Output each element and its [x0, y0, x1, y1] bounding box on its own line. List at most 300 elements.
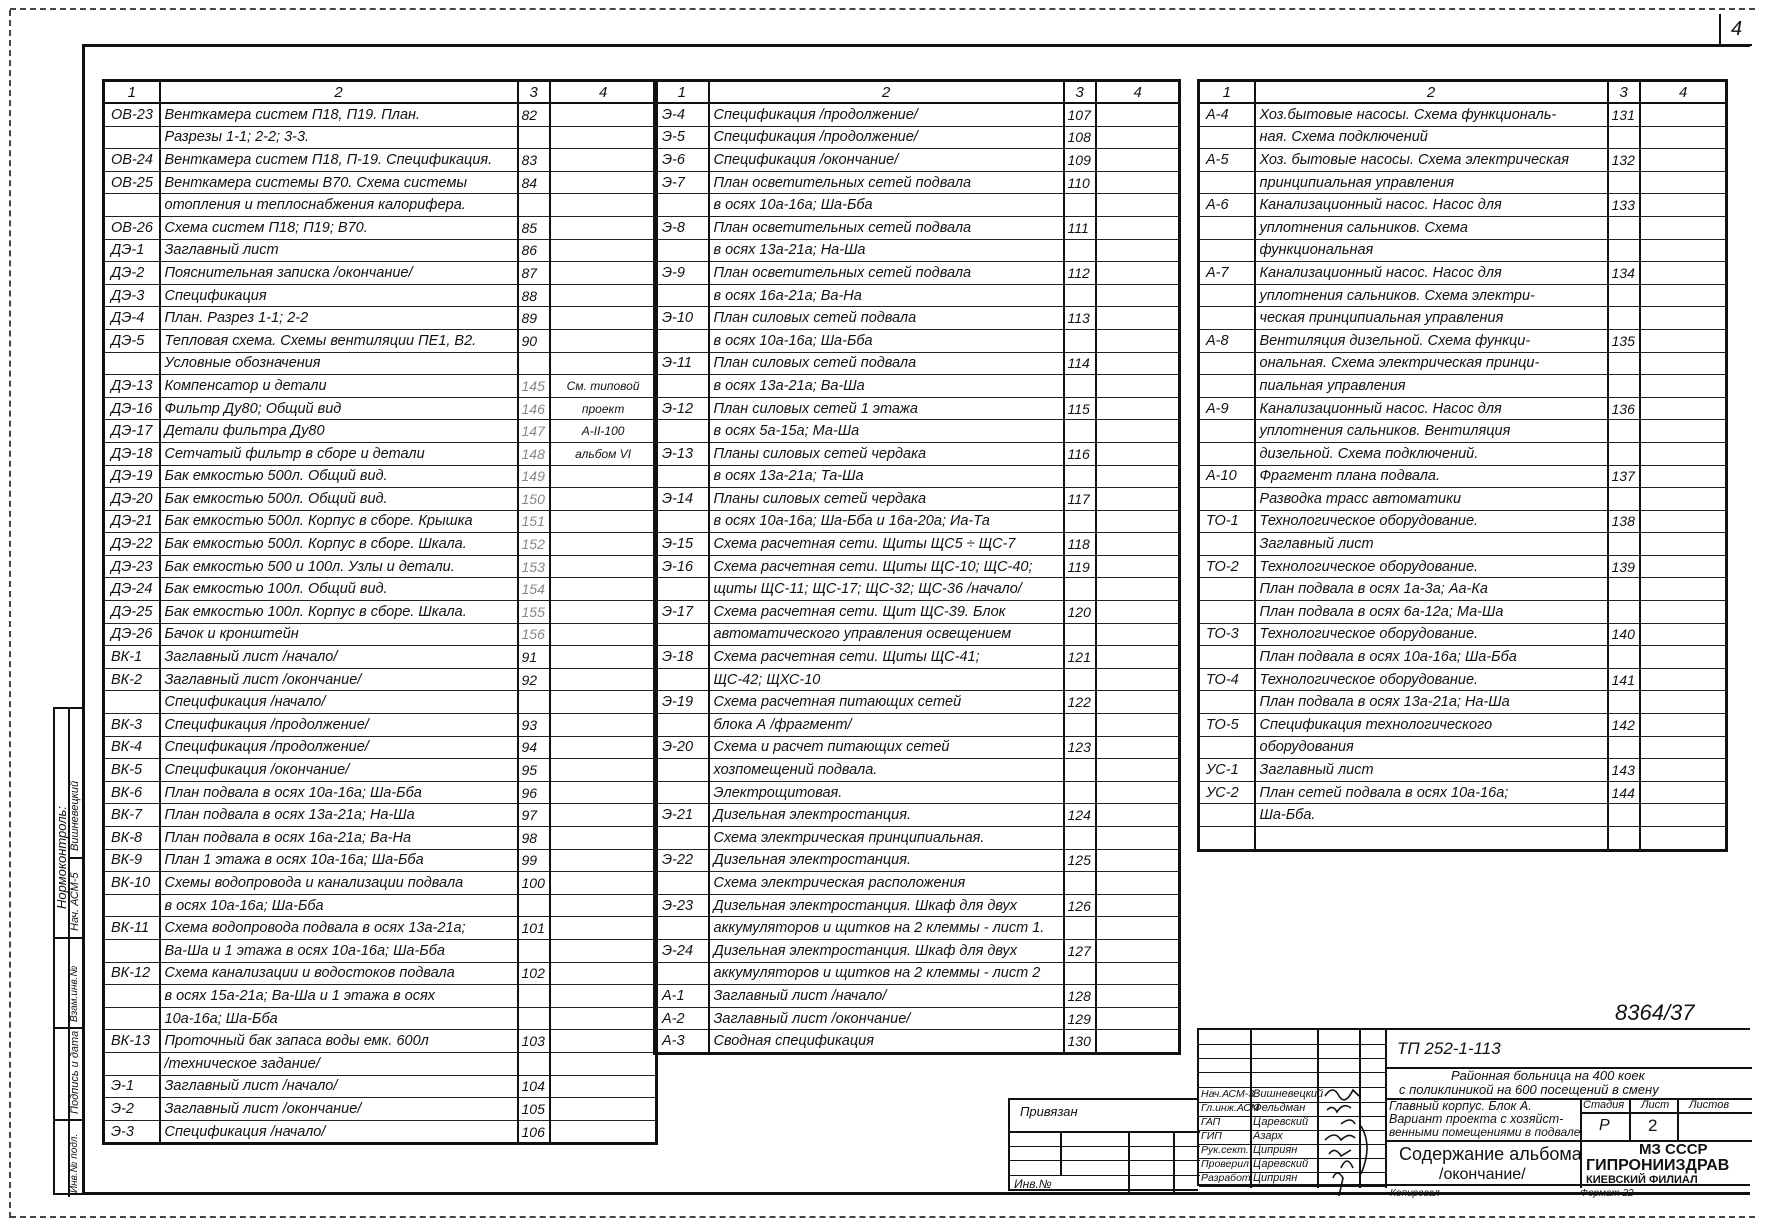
- page-number-cell: [1064, 510, 1096, 533]
- note: [1640, 126, 1727, 149]
- staff-name: Циприян: [1253, 1144, 1298, 1156]
- sheet-title: щиты ЩС-11; ЩС-17; ЩС-32; ЩС-36 /начало/: [709, 578, 1064, 601]
- note: [550, 284, 657, 307]
- note: [550, 894, 657, 917]
- page-number-cell: [1064, 714, 1096, 737]
- sheet-title: Схемы водопровода и канализации подвала: [160, 872, 518, 895]
- sheet-title: Схема расчетная сети. Щит ЩС-39. Блок: [709, 601, 1064, 624]
- page-number-cell: 108: [1064, 126, 1096, 149]
- note: [1640, 736, 1727, 759]
- page-number-cell: 113: [1064, 307, 1096, 330]
- table-row: [1199, 262, 1727, 285]
- page-number-cell: 136: [1608, 397, 1640, 420]
- sheet-code: А-10: [1199, 465, 1255, 488]
- table-row: [1199, 578, 1727, 601]
- sheet-code: [1199, 533, 1255, 556]
- table-row: [104, 578, 657, 601]
- table-row: [1199, 171, 1727, 194]
- sheet-title: Планы силовых сетей чердака: [709, 442, 1064, 465]
- table-row: [1199, 510, 1727, 533]
- sheet-title: Спецификация /начало/: [160, 1120, 518, 1144]
- archive-number: 8364/37: [1615, 1000, 1695, 1025]
- sheet-title: Спецификация /продолжение/: [160, 714, 518, 737]
- sheet-title: в осях 10а-16а; Ша-Бба и 16а-20а; Иа-Та: [709, 510, 1064, 533]
- note: [550, 1007, 657, 1030]
- page-number-cell: 95: [518, 759, 550, 782]
- page-number-cell: 154: [518, 578, 550, 601]
- normcontrol-role: Нач. АСМ-5: [69, 872, 81, 931]
- sheet-code: [104, 194, 160, 217]
- sheet-title: блока А /фрагмент/: [709, 714, 1064, 737]
- note: [1096, 397, 1180, 420]
- sheet-title: ональная. Схема электрическая принци-: [1255, 352, 1608, 375]
- sheet-code: [1199, 646, 1255, 669]
- table-row: [104, 555, 657, 578]
- page-number-cell: 116: [1064, 442, 1096, 465]
- sheet-title: Заглавный лист: [1255, 759, 1608, 782]
- sheet-title: Спецификация /продолжение/: [709, 126, 1064, 149]
- note: [1640, 465, 1727, 488]
- note: [1096, 329, 1180, 352]
- page-number-cell: [1064, 465, 1096, 488]
- page-number-cell: 91: [518, 646, 550, 669]
- note: [1096, 646, 1180, 669]
- sheet-title: хозпомещений подвала.: [709, 759, 1064, 782]
- table-row: [655, 375, 1180, 398]
- note: [1640, 284, 1727, 307]
- sheet-code: [1199, 804, 1255, 827]
- sheet-title: Хоз.бытовые насосы. Схема функциональ-: [1255, 103, 1608, 126]
- sheet-title: Технологическое оборудование.: [1255, 668, 1608, 691]
- sheet-code: [655, 759, 709, 782]
- sheet-title: План подвала в осях 1а-3а; Аа-Ка: [1255, 578, 1608, 601]
- sheet-code: [1199, 442, 1255, 465]
- sheet-title: Бак емкостью 100л. Общий вид.: [160, 578, 518, 601]
- sheet-title: Венткамера системы В70. Схема системы: [160, 171, 518, 194]
- page-number-cell: [1608, 239, 1640, 262]
- sheet-title: Ва-Ша и 1 этажа в осях 10а-16а; Ша-Бба: [160, 939, 518, 962]
- sheet-title: отопления и теплоснабжения калорифера.: [160, 194, 518, 217]
- note: [1640, 533, 1727, 556]
- table-row: [104, 262, 657, 285]
- table-row: [104, 827, 657, 850]
- table-row: [104, 510, 657, 533]
- page-number-cell: 139: [1608, 555, 1640, 578]
- sheet-code: [104, 1052, 160, 1075]
- table-row: [1199, 691, 1727, 714]
- table-row: [104, 1052, 657, 1075]
- sheet-code: Э-10: [655, 307, 709, 330]
- sheet-code: ДЭ-5: [104, 329, 160, 352]
- signatures: [1321, 1086, 1381, 1196]
- sheet-code: Э-11: [655, 352, 709, 375]
- sheet-code: [1199, 601, 1255, 624]
- page-number-cell: [518, 194, 550, 217]
- page-number-cell: 137: [1608, 465, 1640, 488]
- table-row: [1199, 239, 1727, 262]
- note: [1096, 736, 1180, 759]
- sheet-title: Пояснительная записка /окончание/: [160, 262, 518, 285]
- note: [1096, 510, 1180, 533]
- note: проект: [550, 397, 657, 420]
- note: [550, 623, 657, 646]
- sheet-title: План сетей подвала в осях 10а-16а;: [1255, 781, 1608, 804]
- table-row: [1199, 465, 1727, 488]
- note: [1096, 442, 1180, 465]
- note: [1640, 646, 1727, 669]
- note: [550, 646, 657, 669]
- page-number-cell: [1064, 962, 1096, 985]
- table-row: [1199, 488, 1727, 511]
- page-number-cell: [1064, 420, 1096, 443]
- sheet-title: Ша-Бба.: [1255, 804, 1608, 827]
- note: [550, 962, 657, 985]
- page-number-cell: 90: [518, 329, 550, 352]
- note: [550, 827, 657, 850]
- sheet-title: Заглавный лист /начало/: [709, 985, 1064, 1008]
- table-row: [1199, 397, 1727, 420]
- table-row: [1199, 216, 1727, 239]
- sheet-title: Заглавный лист: [160, 239, 518, 262]
- note: [1640, 668, 1727, 691]
- table-row: [655, 262, 1180, 285]
- note: [1096, 1007, 1180, 1030]
- sheet-title: ЩС-42; ЩХС-10: [709, 668, 1064, 691]
- page-number-cell: 128: [1064, 985, 1096, 1008]
- table-row: [104, 985, 657, 1008]
- table-row: [104, 465, 657, 488]
- page-number-cell: 86: [518, 239, 550, 262]
- page-number-cell: 112: [1064, 262, 1096, 285]
- note: [1096, 668, 1180, 691]
- sheet-code: Э-22: [655, 849, 709, 872]
- note: [1096, 872, 1180, 895]
- project-name-line1: Районная больница на 400 коек: [1451, 1068, 1645, 1083]
- page-number-cell: 125: [1064, 849, 1096, 872]
- staff-role: Нач.АСМ-3: [1201, 1088, 1255, 1100]
- table-row: [104, 216, 657, 239]
- table-row: [1199, 533, 1727, 556]
- note: [1096, 827, 1180, 850]
- sheet-code: А-5: [1199, 149, 1255, 172]
- sheet-title: уплотнения сальников. Вентиляция: [1255, 420, 1608, 443]
- sheet-title: Схема канализации и водостоков подвала: [160, 962, 518, 985]
- sheet-code: [655, 962, 709, 985]
- sheet-code: ДЭ-4: [104, 307, 160, 330]
- sheet-code: [104, 985, 160, 1008]
- sheet-code: ТО-3: [1199, 623, 1255, 646]
- sheet-code: [104, 352, 160, 375]
- sheet-title: в осях 15а-21а; Ва-Ша и 1 этажа в осях: [160, 985, 518, 1008]
- table-row: [104, 488, 657, 511]
- sheet-title: План осветительных сетей подвала: [709, 216, 1064, 239]
- sheet-title: в осях 5а-15а; Ма-Ша: [709, 420, 1064, 443]
- sheet-title: /техническое задание/: [160, 1052, 518, 1075]
- building-line2: Вариант проекта с хозяйст-: [1389, 1112, 1564, 1126]
- sheet-code: ОВ-23: [104, 103, 160, 126]
- sheet-title: План силовых сетей подвала: [709, 307, 1064, 330]
- sheet-title: Технологическое оборудование.: [1255, 510, 1608, 533]
- page-number-cell: 140: [1608, 623, 1640, 646]
- cut-line-left: [9, 10, 11, 1218]
- page-number-cell: [1608, 420, 1640, 443]
- sheet-code: Э-7: [655, 171, 709, 194]
- table-row: [655, 917, 1180, 940]
- sheet-code: [655, 465, 709, 488]
- table-row: [655, 1007, 1180, 1030]
- note: [1096, 533, 1180, 556]
- sheet-title: Электрощитовая.: [709, 781, 1064, 804]
- page-number-cell: 124: [1064, 804, 1096, 827]
- page-number-cell: [1064, 375, 1096, 398]
- page-number-cell: 150: [518, 488, 550, 511]
- sheet-title: принципиальная управления: [1255, 171, 1608, 194]
- sheet-code: [655, 917, 709, 940]
- sheet-title: План осветительных сетей подвала: [709, 262, 1064, 285]
- sheet-code: ДЭ-1: [104, 239, 160, 262]
- page-number-cell: [518, 939, 550, 962]
- sheet-code: ВК-4: [104, 736, 160, 759]
- sheet-title: Сводная спецификация: [709, 1030, 1064, 1054]
- note: [1640, 601, 1727, 624]
- sheet-code: ВК-13: [104, 1030, 160, 1053]
- note: [550, 872, 657, 895]
- note: [550, 171, 657, 194]
- sheet-code: [1199, 216, 1255, 239]
- table-row: [1199, 827, 1727, 851]
- note: [1640, 781, 1727, 804]
- table-row: [655, 714, 1180, 737]
- sheet-title: Спецификация /продолжение/: [160, 736, 518, 759]
- table-row: [1199, 149, 1727, 172]
- sheet-code: Э-5: [655, 126, 709, 149]
- sheet-code: [104, 1007, 160, 1030]
- page-number-cell: 121: [1064, 646, 1096, 669]
- note: [1096, 555, 1180, 578]
- sheet-code: [1199, 239, 1255, 262]
- note: [1640, 171, 1727, 194]
- page-number-cell: 96: [518, 781, 550, 804]
- table-row: [104, 1075, 657, 1098]
- table-row: [655, 691, 1180, 714]
- sheet-title: Венткамера систем П18, П-19. Спецификация.: [160, 149, 518, 172]
- sheet-code: [655, 827, 709, 850]
- note: [1096, 126, 1180, 149]
- page-number-cell: 94: [518, 736, 550, 759]
- table-row: [104, 759, 657, 782]
- cut-line-bottom: [10, 1216, 1755, 1218]
- note: [550, 149, 657, 172]
- page-number-cell: [1608, 804, 1640, 827]
- table-row: [655, 488, 1180, 511]
- sheet-title: Спецификация /начало/: [160, 691, 518, 714]
- sheet-title: Бак емкостью 500л. Корпус в сборе. Крышка: [160, 510, 518, 533]
- page-number-cell: 147: [518, 420, 550, 443]
- page-number-cell: [1064, 239, 1096, 262]
- note: [550, 985, 657, 1008]
- sheet-title: Спецификация /окончание/: [709, 149, 1064, 172]
- note: [1640, 194, 1727, 217]
- table-row: [104, 420, 657, 443]
- note: [1640, 329, 1727, 352]
- sheet-code: ТО-1: [1199, 510, 1255, 533]
- table-row: [1199, 352, 1727, 375]
- column-header-1: 1: [1199, 81, 1255, 104]
- page-number-cell: 92: [518, 668, 550, 691]
- page-number-cell: 143: [1608, 759, 1640, 782]
- staff-name: Азарх: [1253, 1130, 1283, 1142]
- table-row: [104, 397, 657, 420]
- sheet-title: Канализационный насос. Насос для: [1255, 397, 1608, 420]
- sheet-code: ВК-5: [104, 759, 160, 782]
- note: [1640, 352, 1727, 375]
- table-header-row: [655, 81, 1180, 104]
- sheet-title: План 1 этажа в осях 10а-16а; Ша-Бба: [160, 849, 518, 872]
- project-code: ТП 252-1-113: [1397, 1039, 1501, 1058]
- note: [1096, 985, 1180, 1008]
- table-row: [655, 555, 1180, 578]
- table-row: [104, 1007, 657, 1030]
- page-number-cell: 101: [518, 917, 550, 940]
- sheet-title: План подвала в осях 13а-21а; На-Ша: [160, 804, 518, 827]
- table-row: [104, 917, 657, 940]
- note-brace: [549, 381, 551, 653]
- note: [550, 307, 657, 330]
- sheet-title: дизельной. Схема подключений.: [1255, 442, 1608, 465]
- page-number-cell: 152: [518, 533, 550, 556]
- table-row: [1199, 736, 1727, 759]
- note: [1096, 714, 1180, 737]
- sheet-value: 2: [1648, 1116, 1658, 1135]
- contents-table-2: [653, 79, 1181, 1055]
- table-row: [655, 1030, 1180, 1054]
- note: [1640, 375, 1727, 398]
- page-number-cell: [1608, 171, 1640, 194]
- sheet-code: ДЭ-26: [104, 623, 160, 646]
- sheet-title: Схема расчетная сети. Щиты ЩС-41;: [709, 646, 1064, 669]
- sheet-title: План силовых сетей подвала: [709, 352, 1064, 375]
- page-number-cell: 123: [1064, 736, 1096, 759]
- note: [550, 194, 657, 217]
- normcontrol-label: Нормоконтроль:: [54, 805, 69, 909]
- title-block: [1197, 1028, 1750, 1186]
- sheet-code: А-9: [1199, 397, 1255, 420]
- sheet-code: ТО-5: [1199, 714, 1255, 737]
- sheet-code: [655, 623, 709, 646]
- sheet-title-line2: /окончание/: [1439, 1166, 1526, 1183]
- sheet-code: [104, 691, 160, 714]
- page-number-cell: [1064, 329, 1096, 352]
- sheet-title: функциональная: [1255, 239, 1608, 262]
- sheet-title: Бак емкостью 500 и 100л. Узлы и детали.: [160, 555, 518, 578]
- page-number-cell: 127: [1064, 939, 1096, 962]
- page-number-cell: [518, 985, 550, 1008]
- note: [550, 849, 657, 872]
- sheet-title: Дизельная электростанция.: [709, 849, 1064, 872]
- note: [1096, 284, 1180, 307]
- note: [1640, 103, 1727, 126]
- staff-name: Вишневецкий: [1253, 1088, 1324, 1100]
- sheet-code: ДЭ-20: [104, 488, 160, 511]
- table-row: [655, 668, 1180, 691]
- table-row: [104, 1098, 657, 1121]
- table-row: [1199, 284, 1727, 307]
- page-number-cell: 133: [1608, 194, 1640, 217]
- sheet-code: ВК-8: [104, 827, 160, 850]
- note: [1640, 307, 1727, 330]
- sheet-title: Хоз. бытовые насосы. Схема электрическая: [1255, 149, 1608, 172]
- sheet-title: Дизельная электростанция. Шкаф для двух: [709, 939, 1064, 962]
- sheet-code: ДЭ-25: [104, 601, 160, 624]
- page-number-cell: [518, 1007, 550, 1030]
- stage-label: Стадия: [1583, 1099, 1625, 1111]
- note: [550, 578, 657, 601]
- page-number-cell: 82: [518, 103, 550, 126]
- page-number-cell: [1608, 284, 1640, 307]
- sheet-code: [655, 239, 709, 262]
- table-row: [1199, 329, 1727, 352]
- sheet-title: Компенсатор и детали: [160, 375, 518, 398]
- sheet-code: Э-6: [655, 149, 709, 172]
- note: [1640, 827, 1727, 851]
- table-row: [104, 329, 657, 352]
- table-row: [1199, 623, 1727, 646]
- note: [550, 103, 657, 126]
- page-number-cell: 129: [1064, 1007, 1096, 1030]
- note: [1640, 691, 1727, 714]
- copied-label: Копировал: [1390, 1188, 1440, 1199]
- page-number-cell: 98: [518, 827, 550, 850]
- note: [1096, 103, 1180, 126]
- table-row: [104, 284, 657, 307]
- sheet-code: Э-1: [104, 1075, 160, 1098]
- sheet-code: ВК-1: [104, 646, 160, 669]
- sheet-code: ДЭ-24: [104, 578, 160, 601]
- sheet-title: пиальная управления: [1255, 375, 1608, 398]
- sheet-title: аккумуляторов и щитков на 2 клеммы - лист 2: [709, 962, 1064, 985]
- column-header-2: 2: [709, 81, 1064, 104]
- table-row: [1199, 601, 1727, 624]
- sheet-title: Заглавный лист /начало/: [160, 1075, 518, 1098]
- sheet-title: План подвала в осях 10а-16а; Ша-Бба: [160, 781, 518, 804]
- table-row: [104, 623, 657, 646]
- note: [1640, 555, 1727, 578]
- table-row: [1199, 646, 1727, 669]
- page-number-cell: 117: [1064, 488, 1096, 511]
- sheet-code: УС-2: [1199, 781, 1255, 804]
- sheet-code: ВК-9: [104, 849, 160, 872]
- sheet-code: ВК-11: [104, 917, 160, 940]
- sheet-code: ВК-3: [104, 714, 160, 737]
- table-row: [104, 736, 657, 759]
- page-number-cell: 118: [1064, 533, 1096, 556]
- note: [1640, 397, 1727, 420]
- staff-role: ГИП: [1201, 1130, 1222, 1142]
- sheet-code: Э-19: [655, 691, 709, 714]
- note: [1096, 962, 1180, 985]
- sheet-code: [1199, 488, 1255, 511]
- sheet-code: Э-2: [104, 1098, 160, 1121]
- table-row: [655, 194, 1180, 217]
- table-row: [655, 420, 1180, 443]
- sheet-code: ДЭ-13: [104, 375, 160, 398]
- sheet-code: [655, 668, 709, 691]
- sheet-title: Заглавный лист /окончание/: [709, 1007, 1064, 1030]
- sheet-code: Э-9: [655, 262, 709, 285]
- sheet-code: [1199, 691, 1255, 714]
- sheet-code: [655, 714, 709, 737]
- column-header-3: 3: [1608, 81, 1640, 104]
